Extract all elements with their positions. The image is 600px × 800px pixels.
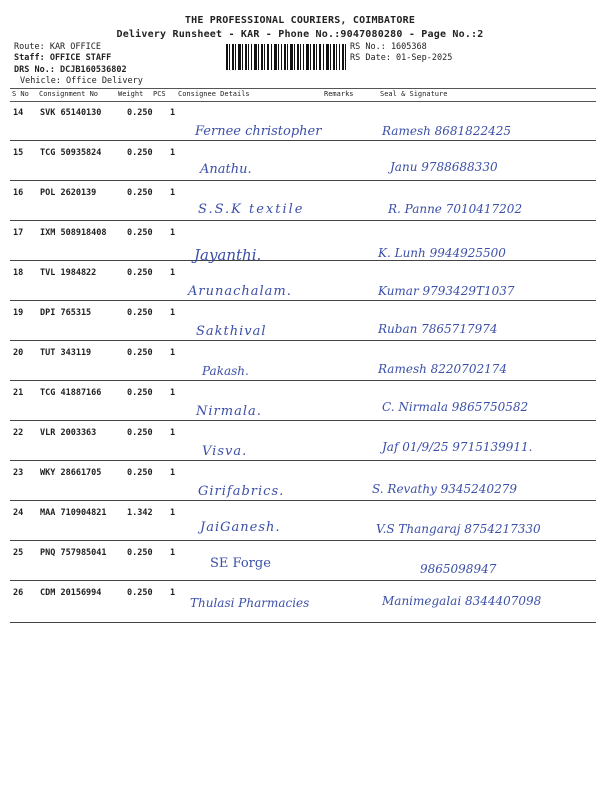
table-row	[10, 340, 596, 381]
row-pcs: 1	[170, 308, 176, 318]
row-weight: 0.250	[127, 588, 153, 598]
table-row	[10, 140, 596, 181]
col-seal: Seal & Signature	[380, 90, 448, 98]
row-sno: 22	[13, 428, 24, 438]
row-weight: 1.342	[127, 508, 153, 518]
col-consignment: Consignment No	[39, 90, 99, 98]
row-consignee-handwriting: Fernee christopher	[195, 124, 322, 139]
row-consignment: TCG 41887166	[40, 388, 102, 398]
table-row	[10, 540, 596, 581]
row-sno: 26	[13, 588, 24, 598]
row-pcs: 1	[170, 388, 176, 398]
row-weight: 0.250	[127, 548, 153, 558]
row-sno: 17	[13, 228, 24, 238]
row-consignee-handwriting: Arunachalam.	[188, 284, 292, 299]
row-signature: S. Revathy 9345240279	[372, 482, 517, 496]
staff-label: Staff: OFFICE STAFF	[14, 53, 112, 63]
row-signature: 9865098947	[420, 562, 497, 576]
row-consignee-handwriting: Thulasi Pharmacies	[190, 596, 310, 610]
col-remarks: Remarks	[324, 90, 354, 98]
row-signature: V.S Thangaraj 8754217330	[376, 522, 541, 536]
row-signature: Ramesh 8681822425	[382, 124, 511, 138]
row-consignee-handwriting: Pakash.	[202, 364, 249, 378]
row-weight: 0.250	[127, 108, 153, 118]
row-weight: 0.250	[127, 468, 153, 478]
row-signature: C. Nirmala 9865750582	[382, 400, 529, 414]
row-sno: 24	[13, 508, 24, 518]
company-title: THE PROFESSIONAL COURIERS, COIMBATORE	[184, 15, 416, 26]
row-pcs: 1	[170, 108, 176, 118]
row-pcs: 1	[170, 148, 176, 158]
table-row	[10, 380, 596, 421]
row-sno: 18	[13, 268, 24, 278]
row-signature: K. Lunh 9944925500	[378, 246, 506, 260]
table-row	[10, 500, 596, 541]
row-weight: 0.250	[127, 148, 153, 158]
row-consignment: TUT 343119	[40, 348, 92, 358]
table-row	[10, 420, 596, 461]
col-sno: S No	[12, 90, 29, 98]
row-signature: Jaf 01/9/25 9715139911.	[382, 440, 533, 454]
row-consignee-handwriting: Girifabrics.	[198, 484, 285, 499]
row-consignment: MAA 710904821	[40, 508, 107, 518]
row-pcs: 1	[170, 548, 176, 558]
row-consignee-handwriting: JaiGanesh.	[200, 520, 281, 535]
row-consignment: WKY 28661705	[40, 468, 102, 478]
row-pcs: 1	[170, 508, 176, 518]
row-consignment: SVK 65140130	[40, 108, 102, 118]
row-sno: 15	[13, 148, 24, 158]
row-pcs: 1	[170, 268, 176, 278]
row-weight: 0.250	[127, 268, 153, 278]
vehicle-label: Vehicle: Office Delivery	[20, 76, 143, 86]
rs-number: RS No.: 1605368	[350, 42, 427, 52]
row-sno: 21	[13, 388, 24, 398]
row-consignment: TVL 1984822	[40, 268, 97, 278]
drs-label: DRS No.: DCJB160536802	[14, 65, 127, 75]
row-sno: 14	[13, 108, 24, 118]
row-pcs: 1	[170, 348, 176, 358]
table-row	[10, 460, 596, 501]
route-label: Route: KAR OFFICE	[14, 42, 101, 52]
row-consignee-handwriting: Jayanthi.	[194, 246, 262, 264]
row-consignment: DPI 765315	[40, 308, 92, 318]
row-weight: 0.250	[127, 228, 153, 238]
barcode-image	[226, 44, 346, 70]
row-signature: Manimegalai 8344407098	[382, 594, 542, 608]
row-consignment: IXM 508918408	[40, 228, 107, 238]
row-pcs: 1	[170, 428, 176, 438]
row-weight: 0.250	[127, 428, 153, 438]
row-consignee-handwriting: Sakthival	[196, 324, 267, 339]
row-consignee-handwriting: Nirmala.	[196, 404, 262, 419]
row-consignee-handwriting: Anathu.	[200, 162, 252, 177]
table-row	[10, 260, 596, 301]
row-weight: 0.250	[127, 348, 153, 358]
runsheet-subtitle: Delivery Runsheet - KAR - Phone No.:9047080280 - Page No.:2	[116, 29, 484, 40]
row-weight: 0.250	[127, 188, 153, 198]
row-signature: Ramesh 8220702174	[378, 362, 507, 376]
table-row	[10, 220, 596, 264]
col-weight: Weight	[118, 90, 144, 98]
row-consignment: CDM 20156994	[40, 588, 102, 598]
row-consignee-handwriting: Visva.	[202, 444, 248, 459]
row-sno: 25	[13, 548, 24, 558]
row-pcs: 1	[170, 228, 176, 238]
row-consignee-handwriting: SE Forge	[210, 556, 271, 571]
row-pcs: 1	[170, 188, 176, 198]
row-consignee-handwriting: S.S.K textile	[198, 202, 305, 217]
row-consignment: TCG 50935824	[40, 148, 102, 158]
row-sno: 20	[13, 348, 24, 358]
row-pcs: 1	[170, 588, 176, 598]
table-row	[10, 180, 596, 221]
row-weight: 0.250	[127, 388, 153, 398]
row-sno: 19	[13, 308, 24, 318]
rs-date: RS Date: 01-Sep-2025	[350, 53, 453, 63]
row-consignment: POL 2620139	[40, 188, 97, 198]
row-consignment: VLR 2003363	[40, 428, 97, 438]
col-consignee: Consignee Details	[178, 90, 250, 98]
row-sno: 23	[13, 468, 24, 478]
table-row	[10, 300, 596, 341]
row-signature: Ruban 7865717974	[378, 322, 498, 336]
table-row	[10, 100, 596, 141]
row-signature: Kumar 9793429T1037	[378, 284, 515, 298]
row-weight: 0.250	[127, 308, 153, 318]
row-signature: R. Panne 7010417202	[388, 202, 523, 216]
row-signature: Janu 9788688330	[390, 160, 498, 174]
table-row	[10, 580, 596, 623]
row-consignment: PNQ 757985041	[40, 548, 107, 558]
col-pcs: PCS	[153, 90, 166, 98]
row-sno: 16	[13, 188, 24, 198]
row-pcs: 1	[170, 468, 176, 478]
